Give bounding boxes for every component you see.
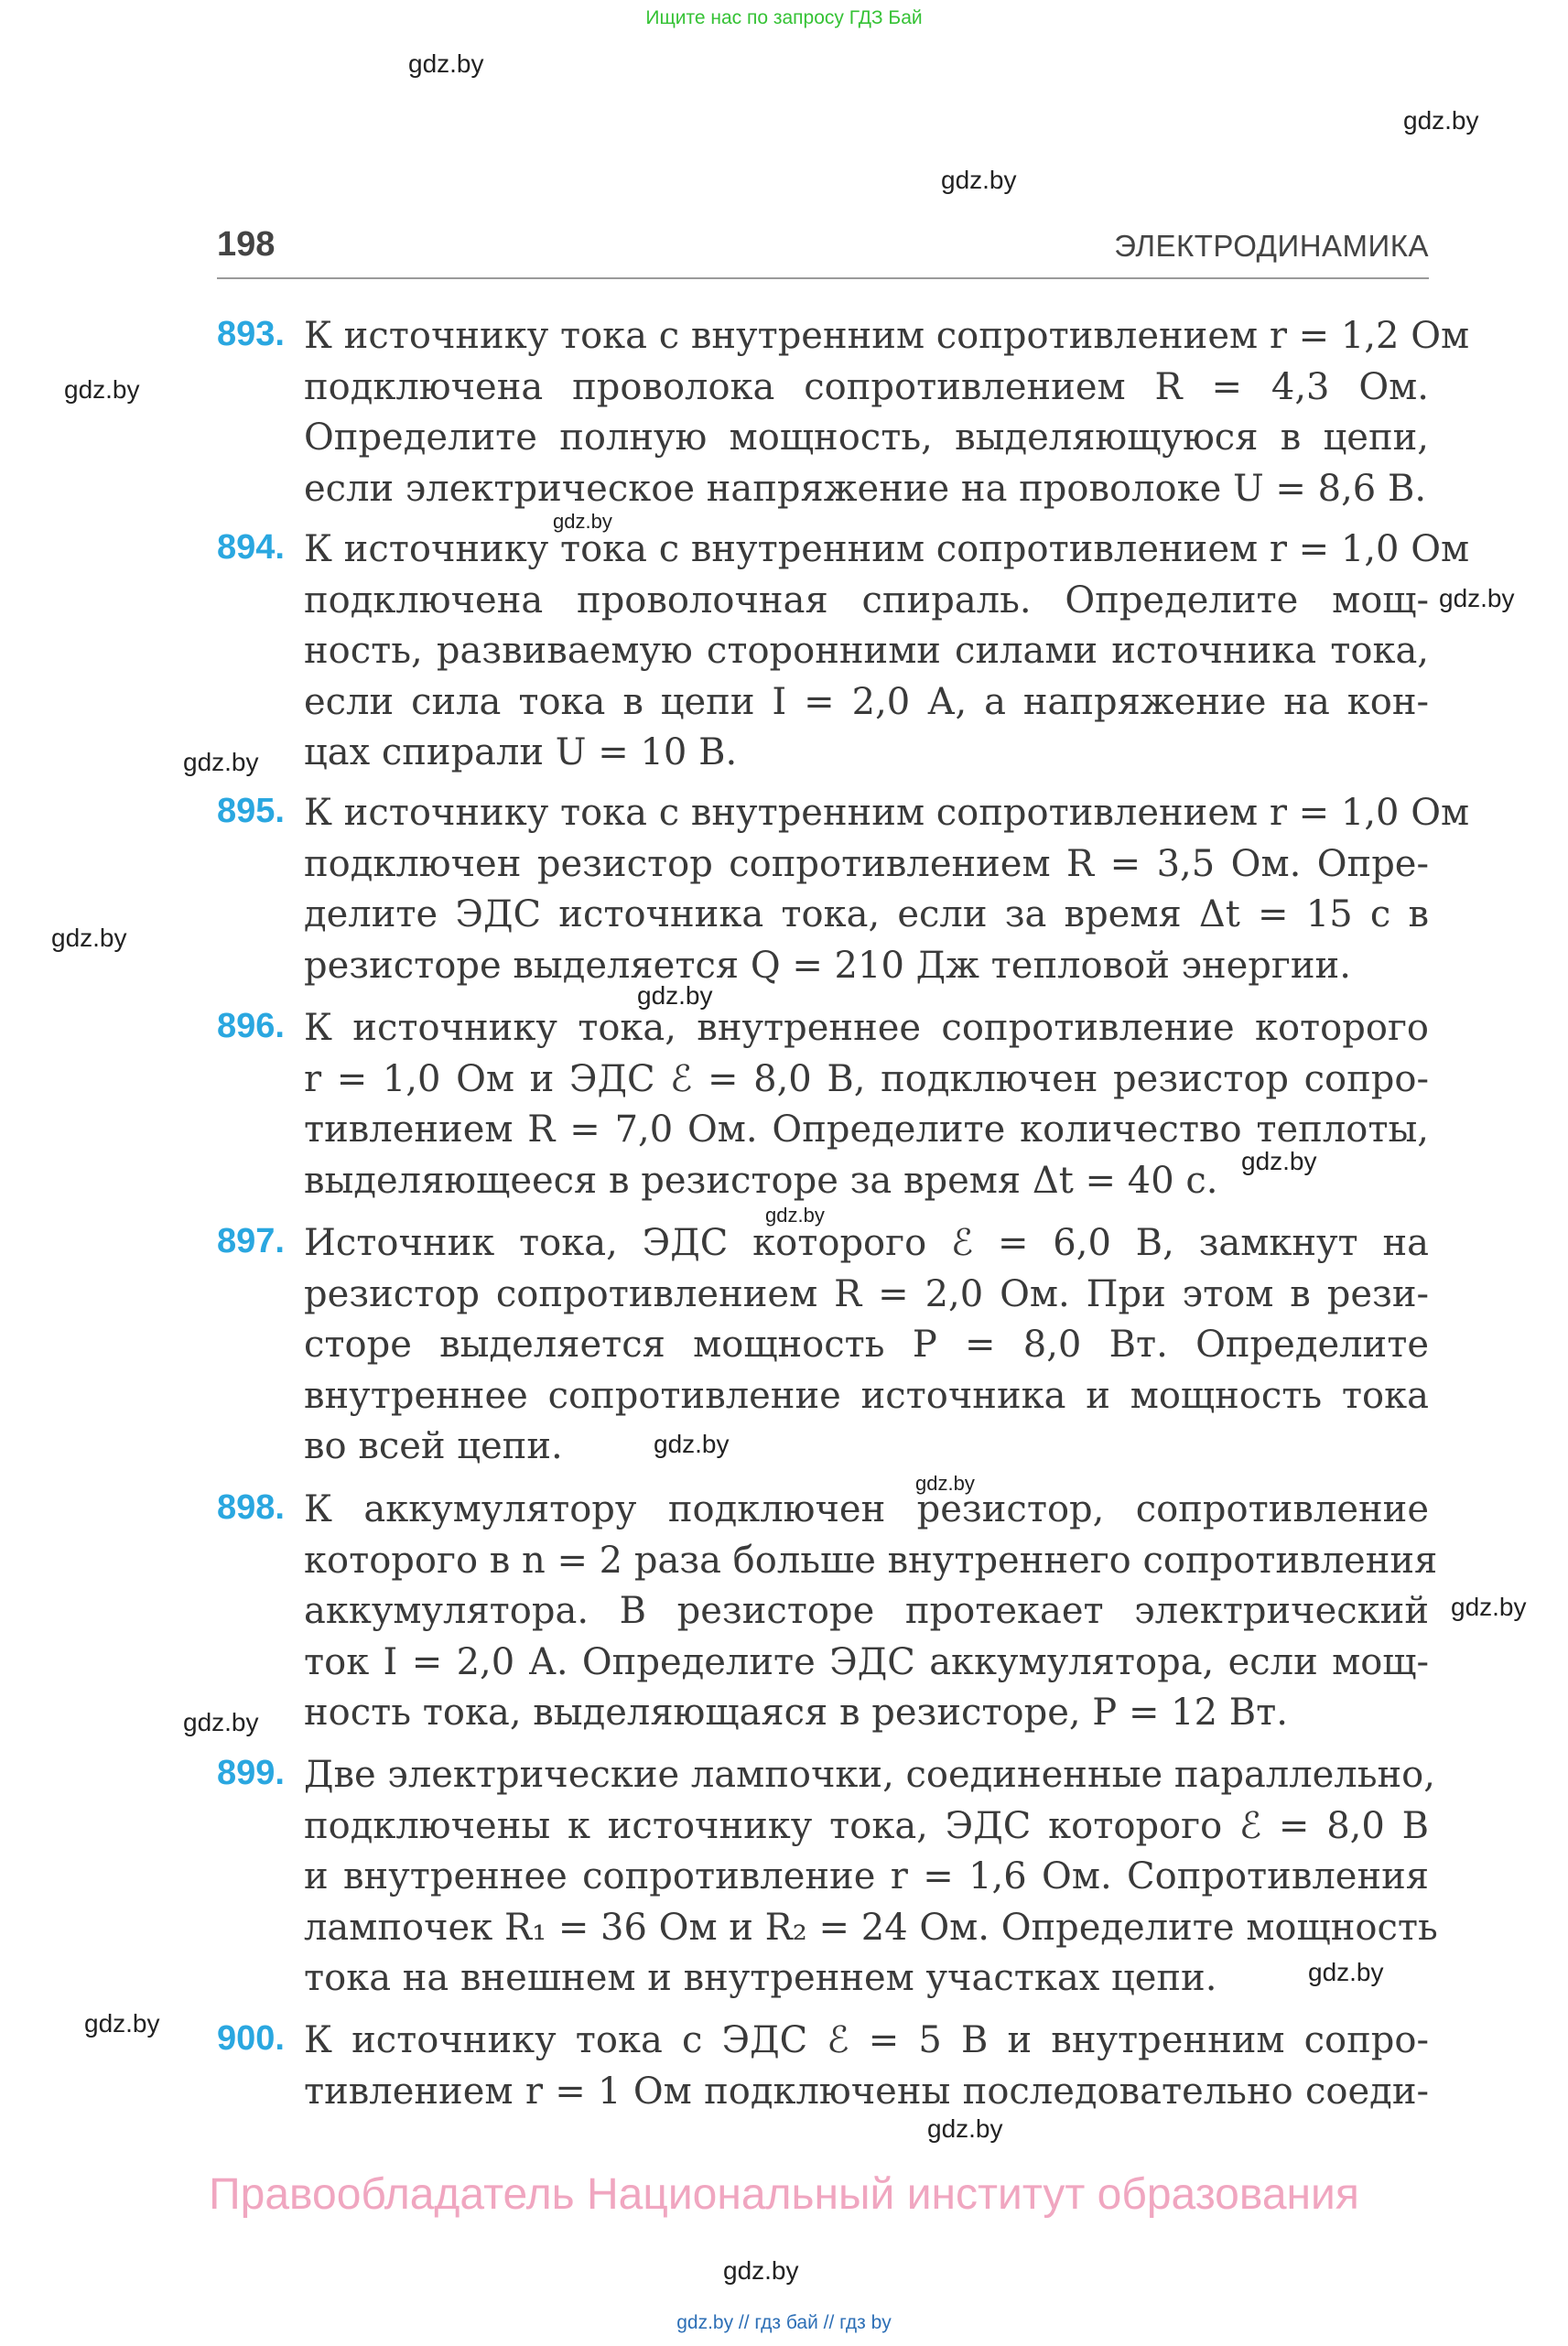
text-line: ность, развиваемую сторонними силами источника тока, — [304, 630, 1429, 672]
header-divider — [217, 277, 1429, 279]
top-search-note: Ищите нас по запросу ГДЗ Бай — [645, 7, 923, 28]
text-line: во всей цепи. — [304, 1425, 563, 1467]
watermark: gdz.by — [84, 2009, 160, 2038]
text-line: подключена проволочная спираль. Определите мощ- — [304, 578, 1429, 622]
problem-text — [304, 1003, 1429, 1206]
copyright-notice: Правообладатель Национальный институт образования — [209, 2170, 1359, 2219]
text-line: тивлением r = 1 Ом подключены последовательно соеди- — [304, 2070, 1429, 2113]
text-line: К источнику тока с внутренним сопротивлением r = 1,0 Ом — [304, 792, 1470, 834]
watermark: gdz.by — [765, 1204, 825, 1227]
watermark: gdz.by — [1403, 106, 1479, 135]
footer-links: gdz.by // гдз бай // гдз by — [676, 2312, 892, 2333]
text-line: лампочек R₁ = 36 Ом и R₂ = 24 Ом. Определите мощность — [304, 1906, 1438, 1949]
text-line: которого в n = 2 раза больше внутреннего сопротивления — [304, 1539, 1438, 1582]
problem-text — [304, 1485, 1438, 1739]
watermark: gdz.by — [654, 1430, 730, 1458]
text-line: цах спирали U = 10 В. — [304, 731, 738, 773]
text-line: r = 1,0 Ом и ЭДС ℰ = 8,0 В, подключен резистор сопро- — [304, 1057, 1429, 1100]
problem-number: 896. — [217, 1007, 285, 1045]
text-line: если сила тока в цепи I = 2,0 А, а напряжение на кон- — [304, 680, 1429, 723]
text-line: тивлением R = 7,0 Ом. Определите количество теплоты, — [304, 1108, 1429, 1151]
text-line: К источнику тока с внутренним сопротивлением r = 1,2 Ом — [304, 315, 1470, 357]
problem-number: 897. — [217, 1222, 285, 1260]
text-line: Две электрические лампочки, соединенные параллельно, — [304, 1754, 1435, 1796]
text-line: подключены к источнику тока, ЭДС которого ℰ = 8,0 В — [304, 1804, 1429, 1847]
text-line: Определите полную мощность, выделяющуюся в цепи, — [304, 416, 1429, 459]
chapter-title: ЭЛЕКТРОДИНАМИКА — [1114, 229, 1429, 263]
watermark: gdz.by — [1308, 1958, 1384, 1986]
watermark: gdz.by — [183, 748, 259, 776]
text-line: Источник тока, ЭДС которого ℰ = 6,0 В, замкнут на — [304, 1222, 1429, 1264]
watermark: gdz.by — [941, 166, 1017, 194]
page-number: 198 — [217, 225, 276, 264]
text-line: аккумулятора. В резисторе протекает электрический — [304, 1590, 1429, 1632]
text-line: резисторе выделяется Q = 210 Дж тепловой энергии. — [304, 944, 1351, 987]
problem-number: 895. — [217, 792, 285, 830]
problem-text — [304, 524, 1470, 779]
text-line: ток I = 2,0 А. Определите ЭДС аккумулятора, если мощ- — [304, 1640, 1429, 1683]
watermark: gdz.by — [408, 49, 484, 78]
watermark: gdz.by — [637, 981, 713, 1010]
text-line: резистор сопротивлением R = 2,0 Ом. При этом в рези- — [304, 1272, 1429, 1315]
text-line: внутреннее сопротивление источника и мощность тока — [304, 1374, 1429, 1417]
problem-number: 900. — [217, 2019, 285, 2058]
watermark: gdz.by — [1439, 584, 1515, 612]
text-line: К источнику тока, внутреннее сопротивление которого — [304, 1007, 1429, 1049]
watermark: gdz.by — [1451, 1593, 1527, 1621]
watermark: gdz.by — [1241, 1147, 1317, 1175]
watermark: gdz.by — [723, 2256, 799, 2285]
text-line: делите ЭДС источника тока, если за время Δt = 15 с в — [304, 893, 1429, 935]
watermark: gdz.by — [183, 1708, 259, 1736]
watermark: gdz.by — [927, 2114, 1003, 2143]
watermark: gdz.by — [51, 924, 127, 952]
text-line: ность тока, выделяющаяся в резисторе, P = 12 Вт. — [304, 1692, 1289, 1734]
problem-number: 893. — [217, 315, 285, 353]
text-line: выделяющееся в резисторе за время Δt = 40 с. — [304, 1159, 1218, 1202]
text-line: если электрическое напряжение на проволоке U = 8,6 В. — [304, 467, 1427, 510]
watermark: gdz.by — [64, 375, 140, 404]
problem-text — [304, 1218, 1429, 1473]
watermark: gdz.by — [915, 1472, 975, 1495]
problem-number: 899. — [217, 1754, 285, 1792]
text-line: и внутреннее сопротивление r = 1,6 Ом. Сопротивления — [304, 1855, 1429, 1897]
text-line: подключен резистор сопротивлением R = 3,5 Ом. Опре- — [304, 842, 1429, 885]
text-line: сторе выделяется мощность P = 8,0 Вт. Определите — [304, 1324, 1429, 1366]
watermark: gdz.by — [553, 510, 612, 533]
text-line: К источнику тока с внутренним сопротивлением r = 1,0 Ом — [304, 528, 1470, 570]
problem-text — [304, 788, 1470, 991]
problem-text — [304, 2016, 1429, 2117]
problem-text — [304, 311, 1470, 514]
text-line: тока на внешнем и внутреннем участках цепи. — [304, 1957, 1217, 1999]
problem-number: 898. — [217, 1488, 285, 1527]
text-line: К аккумулятору подключен резистор, сопротивление — [304, 1488, 1429, 1530]
problem-text — [304, 1750, 1438, 2005]
text-line: подключена проволока сопротивлением R = 4,3 Ом. — [304, 365, 1429, 408]
problem-number: 894. — [217, 528, 285, 567]
text-line: К источнику тока с ЭДС ℰ = 5 В и внутренним сопро- — [304, 2019, 1429, 2061]
